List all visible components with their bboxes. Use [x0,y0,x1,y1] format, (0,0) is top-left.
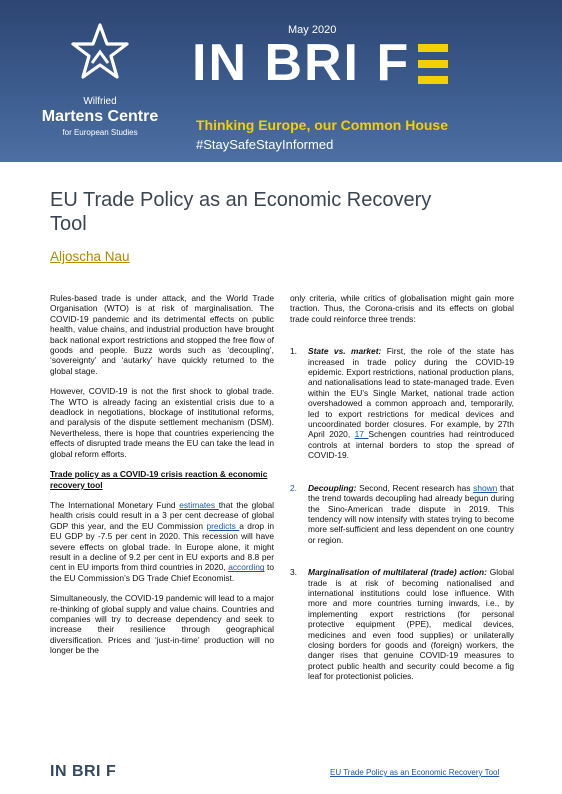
text-span: The International Monetary Fund [50,499,180,510]
trend-item-1 [290,346,514,460]
hashtag: #StaySafeStayInformed [196,137,334,152]
text-span: Global trade is at risk of becoming nationalised and international institutions could lose influence. With more and more countries turning inwards, i.e., by implementing export restrictions (for personal protective equipment (PPE), medical devices, medicines and even food supplies) or unilaterally closing borders for goods and (foreign) workers, the danger rises that genuine COVID-19 measures to protect public health and security could become a fig leaf for protectionist policies. [308,567,514,682]
trend-text [308,567,514,681]
trend-number: 3. [290,567,297,578]
according-link[interactable]: according [228,562,265,573]
trend-title: Marginalisation of multilateral (trade) action: [308,567,487,578]
text-span: a drop in EU GDP by -7.5 per cent in 2020. This recession will have severe effects on global trade. In Europe alone, it might result in a decline of 9.2 per cent in EU exports and 8.8 per cent in EU imports from third countries in 2020, [50,520,275,573]
author-name[interactable]: Aljoscha Nau [50,249,130,264]
predicts-link[interactable]: predicts [206,520,240,531]
in-brief-title: IN BRI F [192,34,411,92]
trend-number: 2. [290,482,297,493]
trend-item-3 [290,567,514,681]
estimates-link[interactable]: estimates [179,499,219,510]
left-column [50,293,274,656]
publication-date: May 2020 [288,24,337,36]
text-span: that the global health crisis could result in a 3 per cent decrease of global GDP this year, and the EU Commission [50,499,274,531]
logo-line-1: Wilfried [83,96,117,107]
right-column [290,293,514,692]
text-span: Schengen countries had reintroduced controls at internal borders to stop the spread of COVID-19. [308,429,514,461]
paragraph-continuation: only criteria, while critics of globalisation might gain more traction. Thus, the Corona-crisis and its effects on global trade could reinforce three trends: [290,293,514,324]
text-span: First, the role of the state has increased in trade policy during the COVID-19 epidemic. Export restrictions, national production plans, and nationalisations lead to state-managed trade. Even within the EU’s Single Market, national trade action overshadowed a common approach and, temporarily, led to export restrictions for medical devices and uncoordinated border closures. For example, by 27th April 2020, [308,346,514,440]
text-span: Second, Recent research has [356,482,474,493]
trend-title: Decoupling: [308,482,357,493]
document-title: EU Trade Policy as an Economic Recovery Tool [50,189,432,235]
footer-title-link[interactable]: EU Trade Policy as an Economic Recovery Tool [330,768,500,777]
trend-title: State vs. market: [308,346,382,357]
schengen-link[interactable]: 17 [354,429,369,440]
trend-text [308,346,514,460]
paragraph-supply-chains: Simultaneously, the COVID-19 pandemic will lead to a major re-thinking of global supply and value chains. Countries and companies will try to decrease dependency and seek to increase their resilience through geographical diversification. Prices and ‘just-in-time’ production will no longer be the [50,593,274,656]
brief-e-bars-icon [418,44,454,84]
logo-line-2: Martens Centre [41,108,159,125]
logo-line-3: for European Studies [62,128,138,137]
footer-logo: IN BRI F [50,763,117,780]
text-span: to the EU Commission’s DG Trade Chief Economist. [50,562,274,583]
intro-paragraph: Rules-based trade is under attack, and the World Trade Organisation (WTO) is at risk of marginalisation. The COVID-19 pandemic and its detrimental effects on public health, value chains, and industrial production have brought back national export restrictions and stopped the free flow of goods and people. Buzz words such as ‘decoupling’, ‘sovereignty’ and ‘autarky’ have quickly returned to the global stage. [50,293,274,376]
section-heading: Trade policy as a COVID-19 crisis reaction & economic recovery tool [50,469,268,490]
paragraph-wto-crisis: However, COVID-19 is not the first shock to global trade. The WTO is already facing an existential crisis due to a deadlock in negotiations, blockage of institutional reforms, and paralysis of the dispute settlement mechanism (DSM). Nevertheless, there is hope that countries experiencing the effects of disrupted trade means the EU can take the lead in global reform efforts. [50,386,274,459]
header-banner [0,0,562,162]
text-span: that the trend towards decoupling had already begun during the Sino-American trade dispute in 2019. This tendency will now intensify with states trying to become more self-sufficient and less dependent on one country or region. [308,482,514,545]
trend-item-2 [290,483,514,545]
star-logo-icon [70,22,130,84]
trend-number: 1. [290,346,297,357]
paragraph-gdp-forecast [50,500,274,583]
shown-link[interactable]: shown [473,482,498,493]
trend-text [308,483,514,545]
tagline: Thinking Europe, our Common House [196,117,448,133]
